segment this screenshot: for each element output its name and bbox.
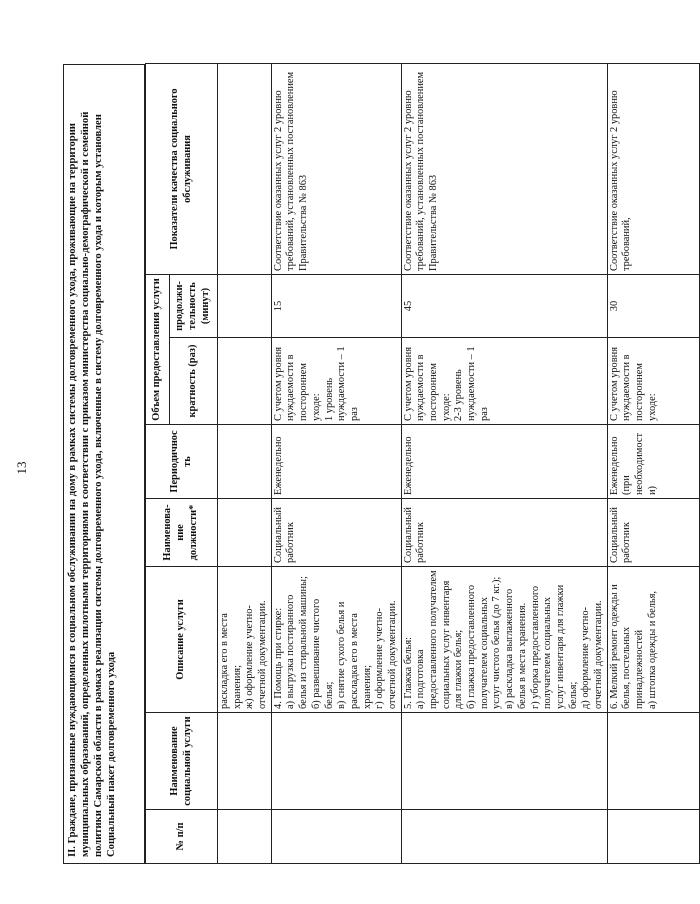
cell-description: 4. Помощь при стирке: а) выгрузка постиранного белья из стиральной машины; б) развешивание чистого белья; в) снятие сухого белья и раскладка его в места хранения; г) оформление учетно-отчетной документации. bbox=[271, 567, 401, 713]
cell-service-name bbox=[218, 713, 272, 810]
cell-periodicity: Еженедельно (при необходимости) bbox=[607, 425, 699, 499]
cell-multiplicity: С учетом уровня нуждаемости в постороннем уходе: 1 уровень нуждаемости – 1 раз bbox=[271, 338, 401, 425]
cell-quality: Соответствие оказанных услуг 2 уровню требований, bbox=[607, 63, 699, 274]
cell-duration bbox=[218, 274, 272, 337]
cell-multiplicity bbox=[218, 338, 272, 425]
table-row bbox=[401, 63, 607, 863]
cell-multiplicity: С учетом уровня нуждаемости в постороннем уходе: bbox=[607, 338, 699, 425]
cell-periodicity: Еженедельно bbox=[401, 425, 607, 499]
cell-duration: 45 bbox=[401, 274, 607, 337]
cell-duration: 30 bbox=[607, 274, 699, 337]
header-description: Описание услуги bbox=[146, 567, 218, 713]
table-row bbox=[607, 63, 699, 863]
cell-num bbox=[271, 810, 401, 864]
cell-service-name bbox=[401, 713, 607, 810]
cell-num bbox=[218, 810, 272, 864]
cell-quality bbox=[218, 63, 272, 274]
header-position: Наименова-ние должности* bbox=[146, 499, 218, 567]
header-num: № п/п bbox=[146, 810, 218, 864]
cell-num bbox=[401, 810, 607, 864]
table-row bbox=[218, 63, 272, 863]
cell-num bbox=[607, 810, 699, 864]
header-periodicity: Периодичность bbox=[146, 425, 218, 499]
header-quality: Показатели качества социального обслуживания bbox=[146, 63, 218, 274]
header-volume: Объем предоставления услуги bbox=[146, 274, 170, 424]
cell-duration: 15 bbox=[271, 274, 401, 337]
services-table bbox=[145, 63, 700, 864]
header-service-name: Наименование социальной услуги bbox=[146, 713, 218, 810]
cell-position: Социальный работник bbox=[607, 499, 699, 567]
cell-description: 6. Мелкий ремонт одежды и белья, постельных принадлежностей а) штопка одежды и белья, bbox=[607, 567, 699, 713]
header-multiplicity: кратность (раз) bbox=[170, 338, 218, 425]
table-header-row bbox=[146, 63, 170, 863]
table-row bbox=[271, 63, 401, 863]
cell-position: Социальный работник bbox=[271, 499, 401, 567]
cell-quality: Соответствие оказанных услуг 2 уровню требований, установленных постановлением Правительства № 863 bbox=[271, 63, 401, 274]
cell-periodicity: Еженедельно bbox=[271, 425, 401, 499]
cell-description: раскладка его в места хранения; ж) оформление учетно-отчетной документации. bbox=[218, 567, 272, 713]
cell-service-name bbox=[607, 713, 699, 810]
cell-position: Социальный работник bbox=[401, 499, 607, 567]
cell-quality: Соответствие оказанных услуг 2 уровню требований, установленных постановлением Правительства № 863 bbox=[401, 63, 607, 274]
page-number: 13 bbox=[14, 461, 29, 475]
header-duration: продолжи-тельность (минут) bbox=[170, 274, 218, 337]
cell-multiplicity: С учетом уровня нуждаемости в постороннем уходе: 2-3 уровень нуждаемости – 1 раз bbox=[401, 338, 607, 425]
cell-position bbox=[218, 499, 272, 567]
cell-service-name bbox=[271, 713, 401, 810]
rotated-page bbox=[63, 64, 658, 864]
table-body bbox=[218, 63, 700, 863]
section-title: II. Граждане, признанные нуждающимися в социальном обслуживании на дому в рамках системы долговременного ухода, проживающие на территории муниципальных образований, определенных пилотными территориями в соответствии с приказом министерства социально-демографической и семейной политики Самарской области в рамках реализации системы долговременного ухода, включенные в систему долговременного ухода и которым установлен Социальный пакет долговременного ухода bbox=[63, 64, 145, 864]
cell-description: 5. Глажка белья: а) подготовка предоставленного получателем социальных услуг инвентаря для глажки белья; б) глажка предоставленного получателем социальных услуг чистого белья (до 7 кг.); в) раскладка выглаженного белья в места хранения. г) уборка предоставленного получателем социальных услуг инвентаря для глажки белья; д) оформление учетно-отчетной документации. bbox=[401, 567, 607, 713]
cell-periodicity bbox=[218, 425, 272, 499]
